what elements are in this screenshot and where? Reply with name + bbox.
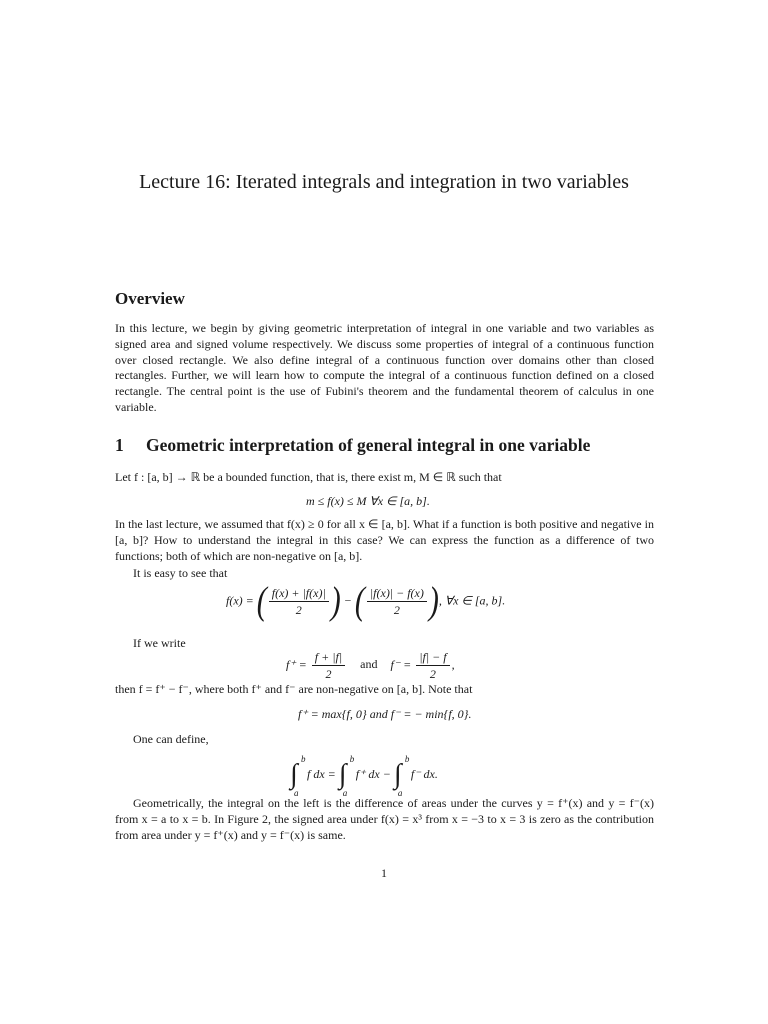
integral-term-1: f dx =: [307, 766, 336, 781]
section-title: Geometric interpretation of general integral in one variable: [146, 435, 591, 455]
section-number: 1: [115, 435, 124, 455]
overview-paragraph: In this lecture, we begin by giving geometric interpretation of integral in one variable and two variables as signed area and signed volume respectively. We discuss some properties of integral of a continuous function over closed rectangle. We also define integral of a continuous function over domains other than closed rectangles. Further, we will learn how to compute the integral of a continuous function defined on a closed rectangle. The central point is the use of Fubini's theorem and the fundamental theorem of calculus in one variable.: [115, 321, 654, 414]
right-paren-symbol: ): [428, 579, 439, 623]
page-number: 1: [381, 866, 387, 880]
intro-line: Let f : [a, b] → ℝ be a bounded function, that is, there exist m, M ∈ ℝ such that: [115, 470, 502, 484]
overview-heading: Overview: [115, 289, 185, 308]
integral-sign-symbol: ∫ b a: [393, 754, 410, 798]
section-1-heading: [115, 435, 590, 456]
fraction-denominator: 2: [325, 667, 332, 681]
integral-sign-symbol: ∫ b a: [290, 754, 306, 798]
if-we-write-line: If we write: [133, 636, 186, 650]
fraction-negative: [367, 586, 427, 617]
integral-sign-symbol: ∫ b a: [338, 754, 355, 798]
equation-decomposition: [226, 579, 506, 623]
fraction-numerator: f(x) + |f(x)|: [269, 586, 329, 602]
page-title: Lecture 16: Iterated integrals and integration in two variables: [139, 171, 629, 193]
equation-max-min: f⁺ = max{f, 0} and f⁻ = − min{f, 0}.: [298, 707, 472, 721]
then-line: then f = f⁺ − f⁻, where both f⁺ and f⁻ are non-negative on [a, b]. Note that: [115, 682, 473, 696]
fraction-numerator: f + |f|: [312, 650, 345, 666]
fraction-positive: [269, 586, 329, 617]
geometric-paragraph: Geometrically, the integral on the left is the difference of areas under the curves y = f⁺(x) and y = f⁻(x) from x = a to x = b. In Figure 2, the signed area under f(x) = x³ from x = −3 to x = 3 is zero as the contribution from area under y = f⁺(x) and y = f⁻(x) is same.: [115, 796, 654, 842]
and-word: and: [360, 657, 378, 672]
fraction-fplus: [312, 650, 345, 681]
one-can-define-line: One can define,: [133, 732, 209, 746]
fminus-lhs: f⁻ =: [390, 657, 412, 672]
equation-parts: [286, 650, 455, 681]
decomp-lhs: f(x) =: [226, 593, 254, 608]
decomp-minus: −: [343, 593, 352, 608]
easy-to-see-line: It is easy to see that: [133, 566, 228, 580]
paragraph-negative-functions: In the last lecture, we assumed that f(x) ≥ 0 for all x ∈ [a, b]. What if a function is both positive and negative in [a, b]? How to understand the integral in this case? We can express the function as a difference of two functions; both of which are non-negative on [a, b].: [115, 517, 654, 563]
decomp-tail: , ∀x ∈ [a, b].: [438, 593, 506, 608]
left-paren-symbol: (: [354, 579, 365, 623]
fraction-denominator: 2: [393, 603, 400, 617]
integral-term-2: f⁺ dx −: [355, 766, 391, 781]
parts-comma: ,: [451, 657, 455, 672]
integral-term-3: f⁻ dx.: [410, 766, 438, 781]
fraction-numerator: |f(x)| − f(x): [367, 586, 427, 602]
equation-integral: [290, 754, 438, 798]
equation-bound: m ≤ f(x) ≤ M ∀x ∈ [a, b].: [306, 494, 430, 508]
left-paren-symbol: (: [256, 579, 267, 623]
fraction-numerator: |f| − f: [416, 650, 449, 666]
fplus-lhs: f⁺ =: [286, 657, 307, 672]
fraction-denominator: 2: [295, 603, 302, 617]
fraction-denominator: 2: [429, 667, 436, 681]
right-paren-symbol: ): [330, 579, 341, 623]
fraction-fminus: [416, 650, 449, 681]
